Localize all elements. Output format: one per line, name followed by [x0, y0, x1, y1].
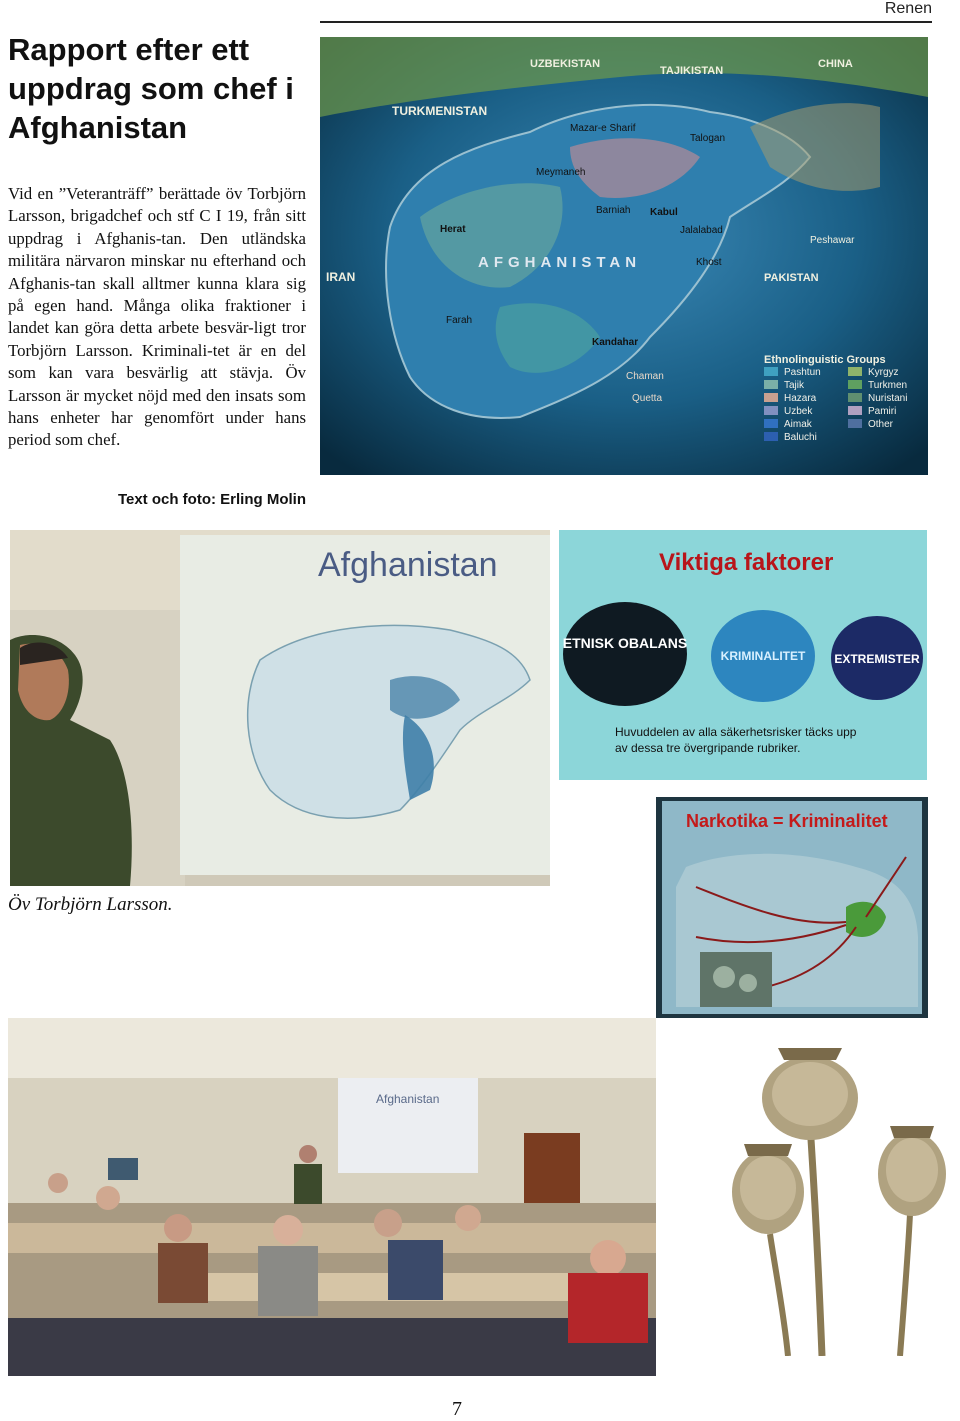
legend-item: Pamiri	[868, 406, 897, 417]
map-country-label: UZBEKISTAN	[530, 58, 601, 70]
map-city-label: Kandahar	[592, 337, 639, 348]
legend-swatch	[848, 406, 862, 415]
map-city-label: Kabul	[650, 207, 678, 218]
article-lead: Vid en ”Veteranträff” berättade öv Torbjörn Larsson, brigadchef och stf C I 19, från sitt uppdrag i Afghanis-tan. Den utländska militära närvaron minskar nu efterhand och Afghanis-tan skall alltmer kunna klara sig på egen hand. Många olika fraktioner i landet kan göra detta arbete besvär-ligt tror Torbjörn Larsson. Kriminali-tet är en del som kan vara besvärlig att stävja. Öv Larsson är mycket nöjd med den insats som hans enheter har genomfört under hans period som chef.	[8, 184, 306, 450]
legend-swatch	[764, 380, 778, 389]
factor-circle-label: EXTREMISTER	[834, 652, 920, 666]
narcotics-slide-photo	[656, 797, 928, 1018]
legend-item: Tajik	[784, 380, 805, 391]
legend-swatch	[848, 419, 862, 428]
legend-swatch	[848, 380, 862, 389]
map-city-label: Barniah	[596, 205, 631, 216]
narcotics-slide-title: Narkotika = Kriminalitet	[686, 811, 888, 831]
legend-item: Nuristani	[868, 393, 908, 404]
legend-item: Other	[868, 419, 894, 430]
legend-item: Uzbek	[784, 406, 813, 417]
map-country-label: CHINA	[818, 58, 853, 70]
factor-circle-label: KRIMINALITET	[720, 649, 806, 663]
legend-item: Turkmen	[868, 380, 908, 391]
legend-title: Ethnolinguistic Groups	[764, 354, 886, 366]
factors-slide-photo	[559, 530, 927, 780]
map-city-label: Jalalabad	[680, 225, 723, 236]
map-country-label: IRAN	[326, 270, 356, 284]
map-city-label: Talogan	[690, 133, 726, 144]
map-city-label: Quetta	[632, 393, 663, 404]
map-country-label: TURKMENISTAN	[392, 104, 488, 118]
legend-item: Baluchi	[784, 432, 817, 443]
map-city-label: Meymaneh	[536, 167, 586, 178]
factors-slide-title: Viktiga faktorer	[659, 549, 834, 576]
photo-caption: Öv Torbjörn Larsson.	[8, 894, 173, 915]
header-rule	[320, 21, 932, 23]
audience-slide-title: Afghanistan	[376, 1092, 440, 1106]
poppy-illustration	[718, 1034, 958, 1356]
article-headline: Rapport efter ett uppdrag som chef i Afghanistan	[8, 32, 294, 145]
legend-item: Pashtun	[784, 367, 821, 378]
legend-swatch	[848, 393, 862, 402]
section-label: Renen	[884, 0, 932, 17]
factors-slide-note: av dessa tre övergripande rubriker.	[615, 741, 801, 755]
factor-circle-label: ETNISK OBALANS	[562, 635, 688, 651]
map-country-label: AFGHANISTAN	[478, 254, 642, 271]
page-number: 7	[452, 1398, 462, 1420]
legend-item: Kyrgyz	[868, 367, 899, 378]
map-city-label: Khost	[696, 257, 722, 268]
article-byline: Text och foto: Erling Molin	[117, 491, 306, 508]
legend-swatch	[764, 406, 778, 415]
map-city-label: Chaman	[626, 371, 664, 382]
map-country-label: TAJIKISTAN	[660, 65, 724, 77]
legend-swatch	[764, 393, 778, 402]
map-city-label: Peshawar	[810, 235, 855, 246]
presenter-slide-title: Afghanistan	[318, 546, 498, 584]
map-city-label: Herat	[440, 224, 466, 235]
audience-photo	[8, 1018, 656, 1376]
legend-item: Hazara	[784, 393, 817, 404]
presenter-photo	[10, 530, 550, 886]
legend-swatch	[764, 432, 778, 441]
legend-swatch	[764, 367, 778, 376]
legend-item: Aimak	[784, 419, 812, 430]
map-photo	[320, 37, 928, 475]
legend-swatch	[764, 419, 778, 428]
map-country-label: PAKISTAN	[764, 272, 819, 284]
legend-swatch	[848, 367, 862, 376]
map-city-label: Mazar-e Sharif	[570, 123, 636, 134]
map-city-label: Farah	[446, 315, 473, 326]
factors-slide-note: Huvuddelen av alla säkerhetsrisker täcks upp	[615, 725, 857, 739]
